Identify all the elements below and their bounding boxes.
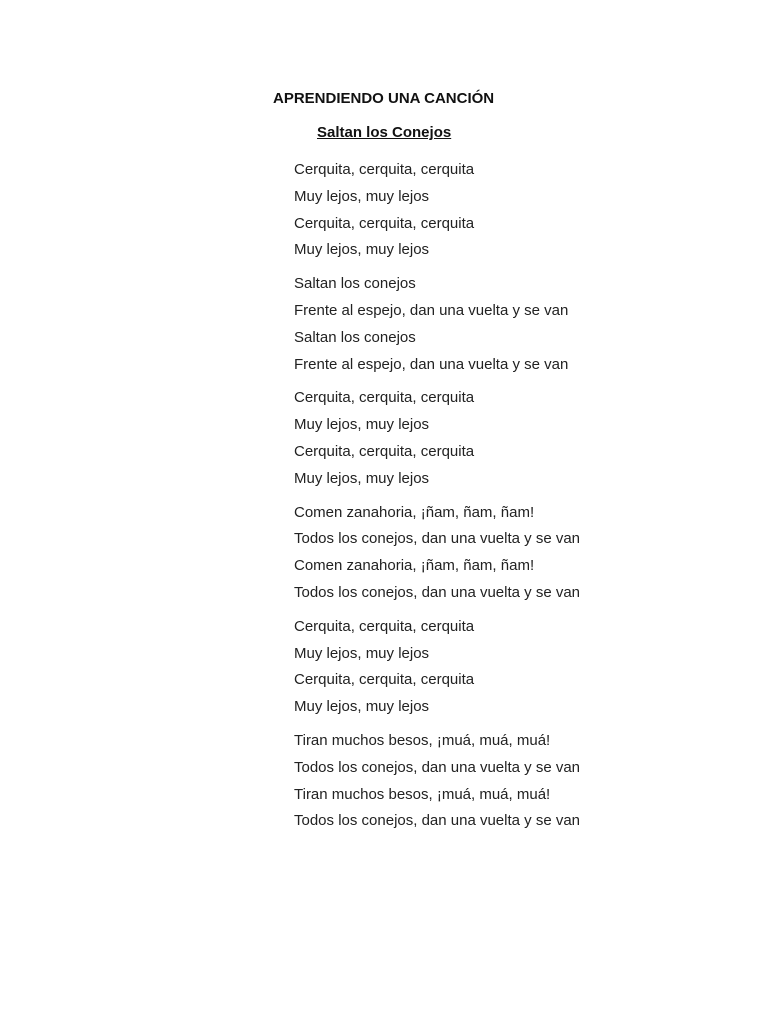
lyric-line: Cerquita, cerquita, cerquita bbox=[294, 389, 475, 407]
lyric-line: Tiran muchos besos, ¡muá, muá, muá! bbox=[294, 785, 551, 803]
lyric-line: Saltan los conejos bbox=[294, 328, 416, 346]
lyric-line: Todos los conejos, dan una vuelta y se van bbox=[294, 812, 581, 830]
lyric-line: Saltan los conejos bbox=[294, 275, 416, 293]
lyric-line: Todos los conejos, dan una vuelta y se van bbox=[294, 758, 581, 776]
lyric-line: Cerquita, cerquita, cerquita bbox=[294, 671, 475, 689]
stanza bbox=[294, 271, 714, 378]
song-title: Saltan los Conejos bbox=[317, 124, 452, 141]
lyric-line: Muy lejos, muy lejos bbox=[294, 416, 430, 434]
lyric-line: Comen zanahoria, ¡ñam, ñam, ñam! bbox=[294, 557, 535, 575]
lyric-line: Comen zanahoria, ¡ñam, ñam, ñam! bbox=[294, 503, 535, 521]
document-heading: APRENDIENDO UNA CANCIÓN bbox=[273, 90, 495, 107]
lyric-line: Muy lejos, muy lejos bbox=[294, 644, 430, 662]
lyric-line: Todos los conejos, dan una vuelta y se van bbox=[294, 530, 581, 548]
lyric-line: Muy lejos, muy lejos bbox=[294, 187, 430, 205]
lyric-line: Muy lejos, muy lejos bbox=[294, 469, 430, 487]
lyric-line: Muy lejos, muy lejos bbox=[294, 698, 430, 716]
stanza bbox=[294, 728, 714, 835]
lyric-line: Cerquita, cerquita, cerquita bbox=[294, 161, 475, 178]
lyric-line: Frente al espejo, dan una vuelta y se van bbox=[294, 301, 569, 319]
lyric-line: Cerquita, cerquita, cerquita bbox=[294, 617, 475, 635]
lyric-line: Cerquita, cerquita, cerquita bbox=[294, 214, 475, 232]
lyric-line: Muy lejos, muy lejos bbox=[294, 241, 430, 259]
stanza bbox=[294, 385, 714, 492]
lyric-line: Frente al espejo, dan una vuelta y se van bbox=[294, 355, 569, 373]
stanza bbox=[294, 157, 714, 264]
lyric-line: Cerquita, cerquita, cerquita bbox=[294, 442, 475, 460]
lyric-line: Tiran muchos besos, ¡muá, muá, muá! bbox=[294, 731, 551, 749]
stanza bbox=[294, 614, 714, 721]
stanza bbox=[294, 500, 714, 607]
lyric-line: Todos los conejos, dan una vuelta y se van bbox=[294, 583, 581, 601]
lyrics-body bbox=[294, 157, 714, 842]
